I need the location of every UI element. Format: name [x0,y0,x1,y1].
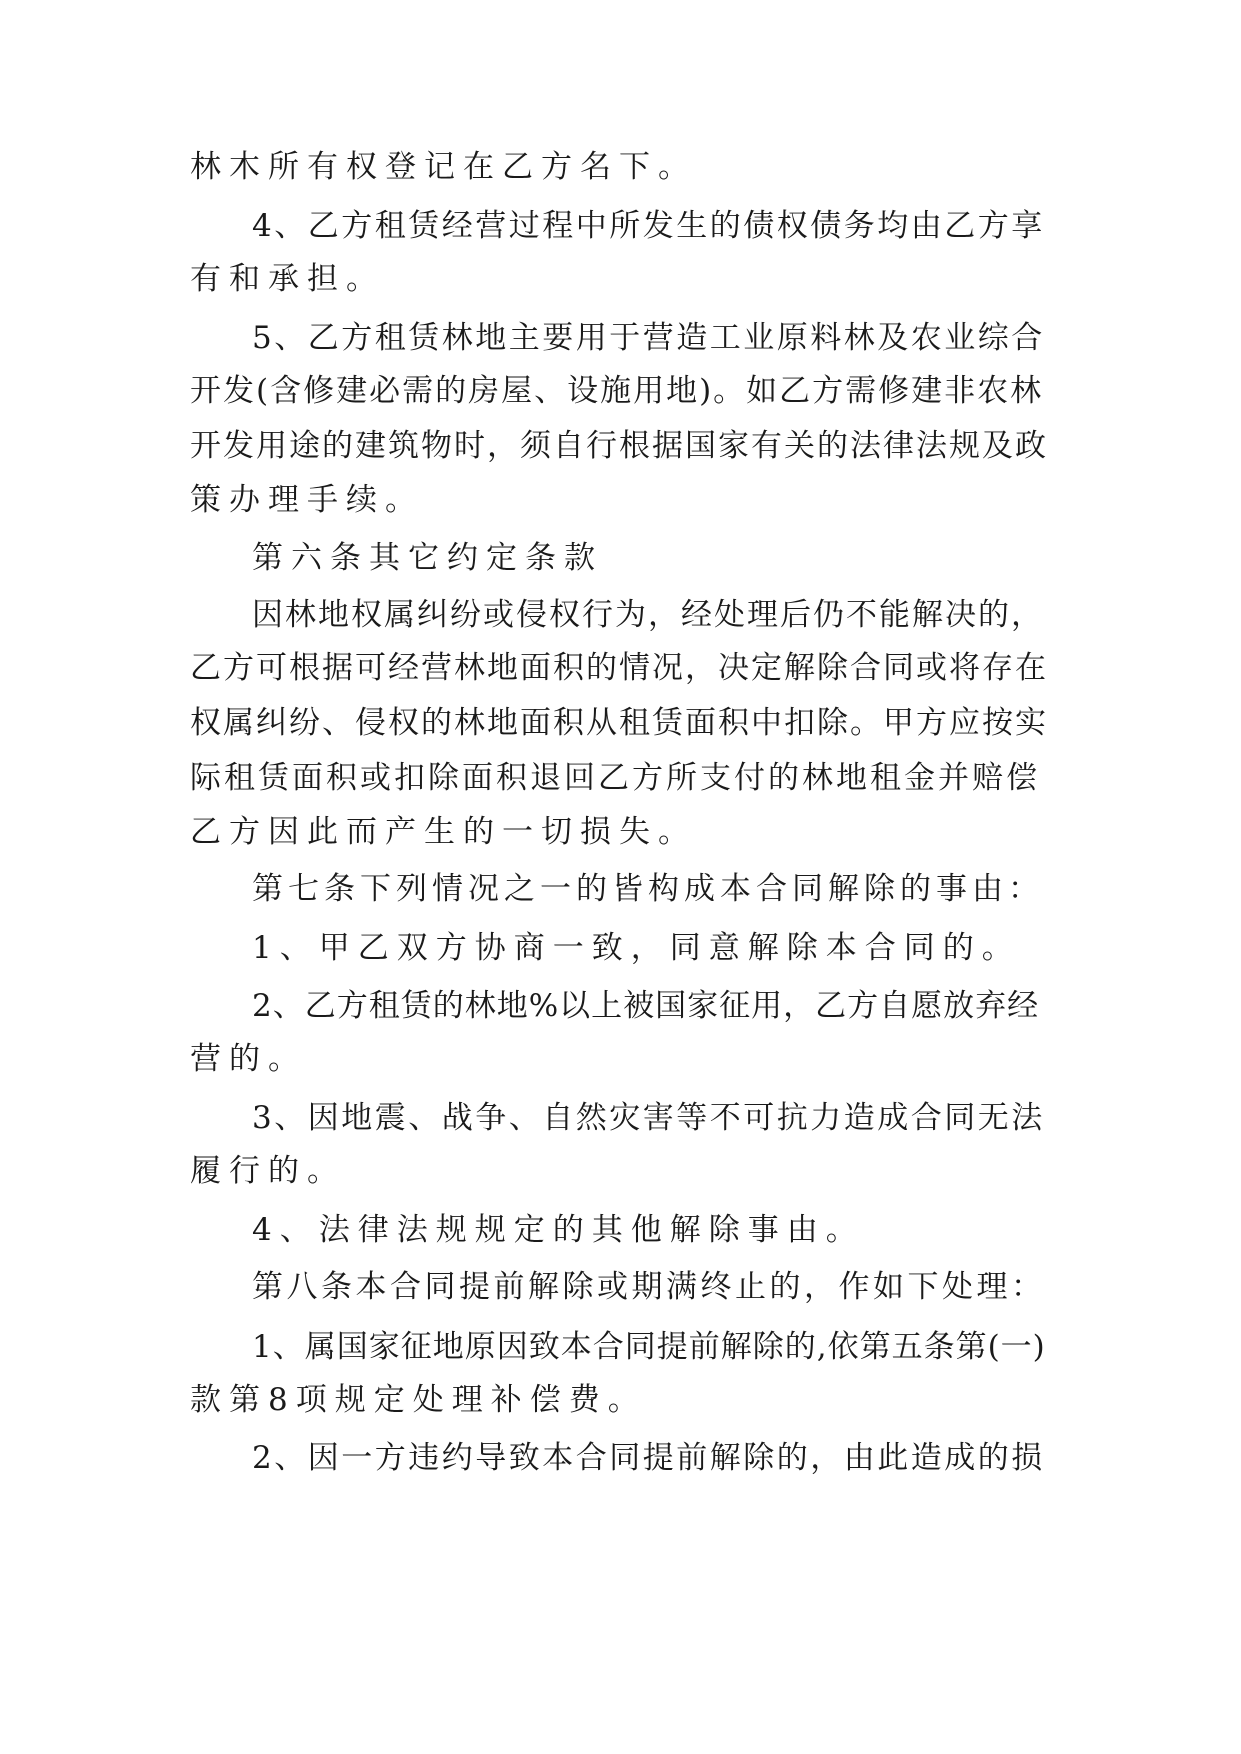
text-line: 5、乙方租赁林地主要用于营造工业原料林及农业综合 [252,320,1045,356]
text-line: 2、乙方租赁的林地%以上被国家征用，乙方自愿放弃经 [252,988,1040,1024]
section-heading: 第六条其它约定条款 [252,540,603,576]
text-line: 开发(含修建必需的房屋、设施用地)。如乙方需修建非农林 [190,373,1044,409]
text-line: 策办理手续。 [190,482,424,518]
text-line: 林木所有权登记在乙方名下。 [190,149,697,185]
text-line: 3、因地震、战争、自然灾害等不可抗力造成合同无法 [252,1100,1045,1136]
text-line: 权属纠纷、侵权的林地面积从租赁面积中扣除。甲方应按实 [190,705,1048,741]
section-heading: 第七条下列情况之一的皆构成本合同解除的事由： [252,871,1044,907]
text-line: 1、属国家征地原因致本合同提前解除的,依第五条第(一) [252,1329,1046,1365]
text-line: 4、法律法规规定的其他解除事由。 [252,1212,865,1248]
text-line: 履行的。 [190,1153,346,1189]
text-line: 营的。 [190,1041,307,1077]
text-line: 开发用途的建筑物时，须自行根据国家有关的法律法规及政 [190,428,1048,464]
text-line: 际租赁面积或扣除面积退回乙方所支付的林地租金并赔偿 [190,760,1040,796]
text-line: 4、乙方租赁经营过程中所发生的债权债务均由乙方享 [252,208,1045,244]
section-heading: 第八条本合同提前解除或期满终止的，作如下处理： [252,1269,1046,1305]
text-line: 因林地权属纠纷或侵权行为，经处理后仍不能解决的， [252,597,1044,633]
text-line: 1、甲乙双方协商一致，同意解除本合同的。 [252,930,1021,966]
text-line: 款第8项规定处理补偿费。 [190,1382,647,1418]
text-line: 乙方可根据可经营林地面积的情况，决定解除合同或将存在 [190,650,1048,686]
text-line: 2、因一方违约导致本合同提前解除的，由此造成的损 [252,1440,1045,1476]
text-line: 有和承担。 [190,261,385,297]
text-line: 乙方因此而产生的一切损失。 [190,814,697,850]
